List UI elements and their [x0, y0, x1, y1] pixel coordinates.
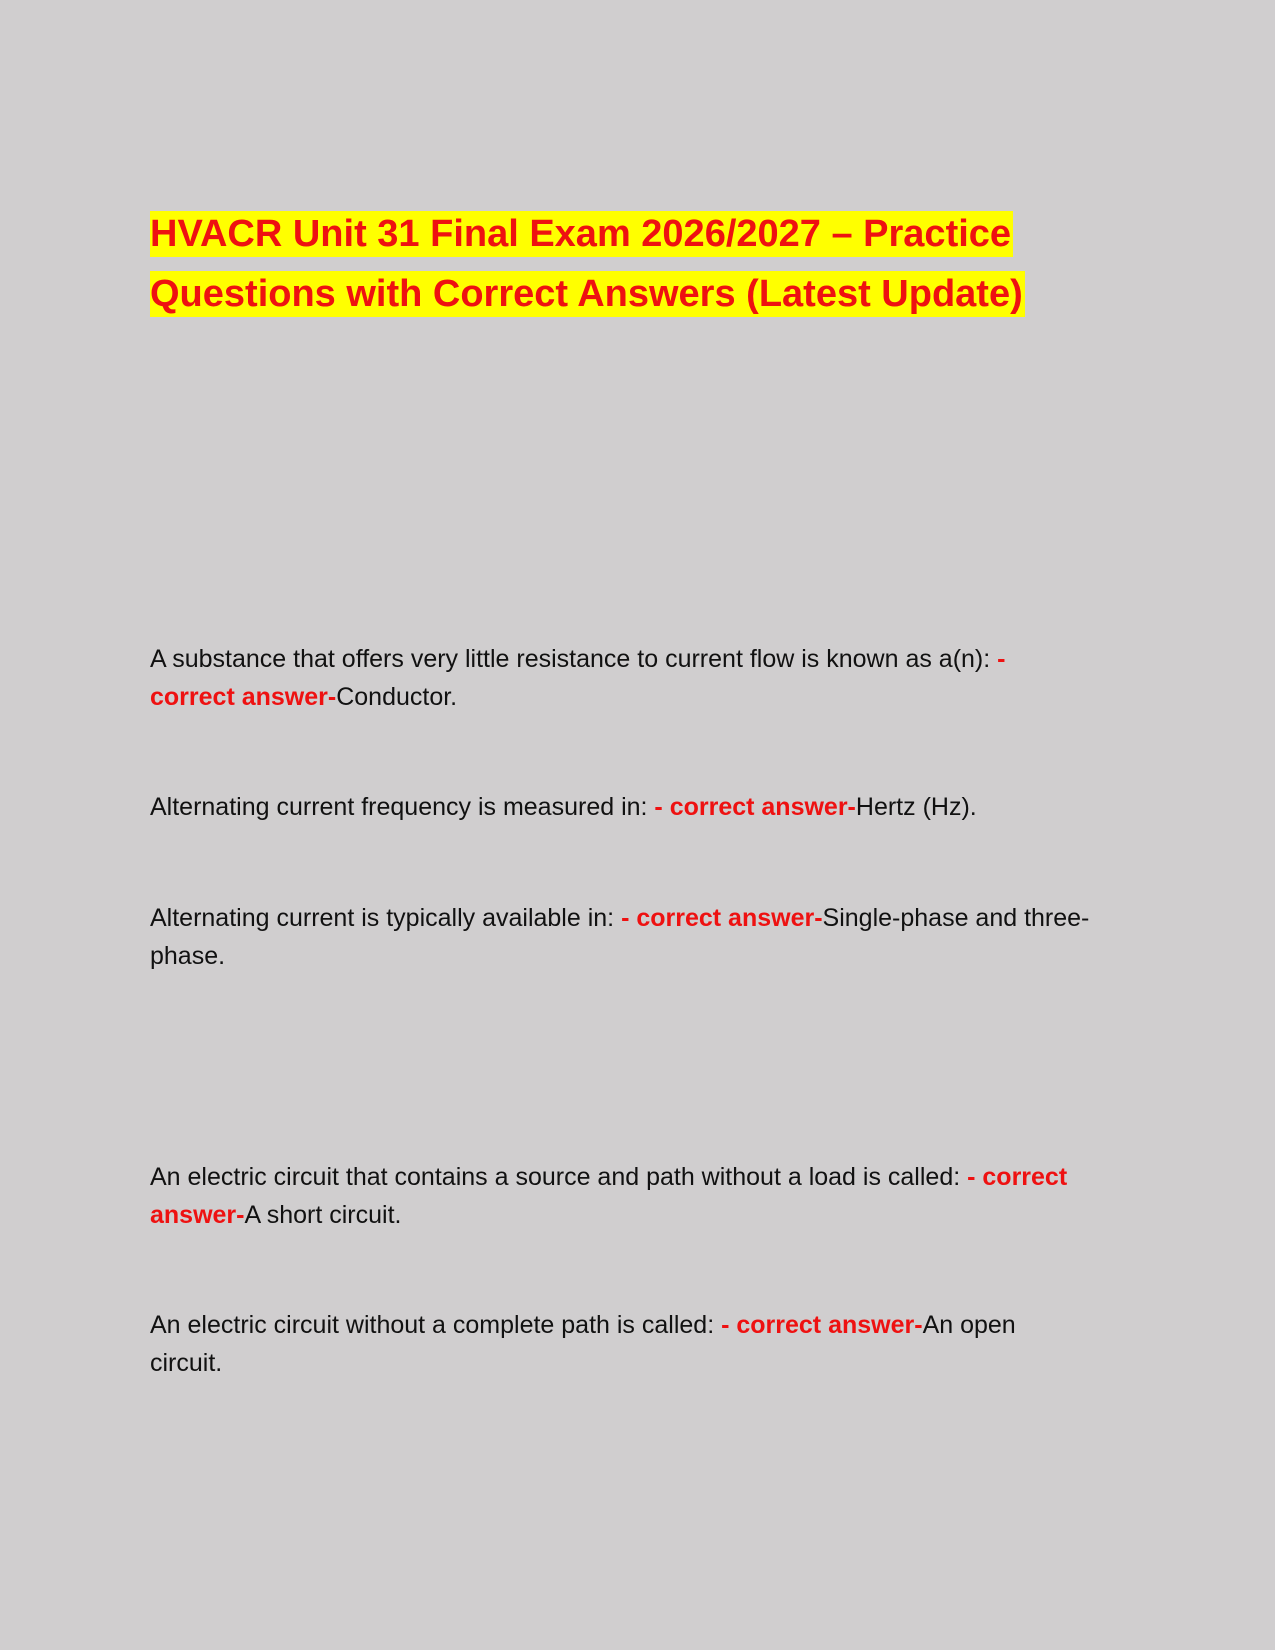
question-item: [150, 1306, 1090, 1382]
answer-marker: - correct answer-: [150, 645, 1006, 711]
answer-text: Hertz (Hz).: [855, 793, 977, 821]
question-item: [150, 788, 1090, 826]
answer-text: A short circuit.: [244, 1201, 402, 1229]
question-text: Alternating current is typically available in:: [150, 904, 622, 932]
question-text: An electric circuit that contains a source and path without a load is called:: [150, 1163, 968, 1191]
document-title: [150, 204, 1110, 324]
answer-marker: - correct answer-: [654, 793, 856, 821]
question-text: Alternating current frequency is measured in:: [150, 793, 655, 821]
answer-marker: - correct answer-: [621, 904, 823, 932]
answer-text: Single-phase and three-phase.: [150, 904, 1090, 970]
question-item: [150, 899, 1090, 975]
title-highlight: HVACR Unit 31 Final Exam 2026/2027 – Practice Questions with Correct Answers (Latest Update): [150, 213, 1023, 315]
answer-marker: - correct answer-: [150, 1163, 1068, 1229]
question-item: [150, 640, 1090, 716]
answer-text: Conductor.: [336, 683, 458, 711]
answer-marker: - correct answer-: [721, 1311, 923, 1339]
answer-text: An open circuit.: [150, 1311, 1016, 1377]
question-text: An electric circuit without a complete path is called:: [150, 1311, 722, 1339]
question-item: [150, 1158, 1090, 1234]
question-text: A substance that offers very little resistance to current flow is known as a(n):: [150, 645, 998, 673]
